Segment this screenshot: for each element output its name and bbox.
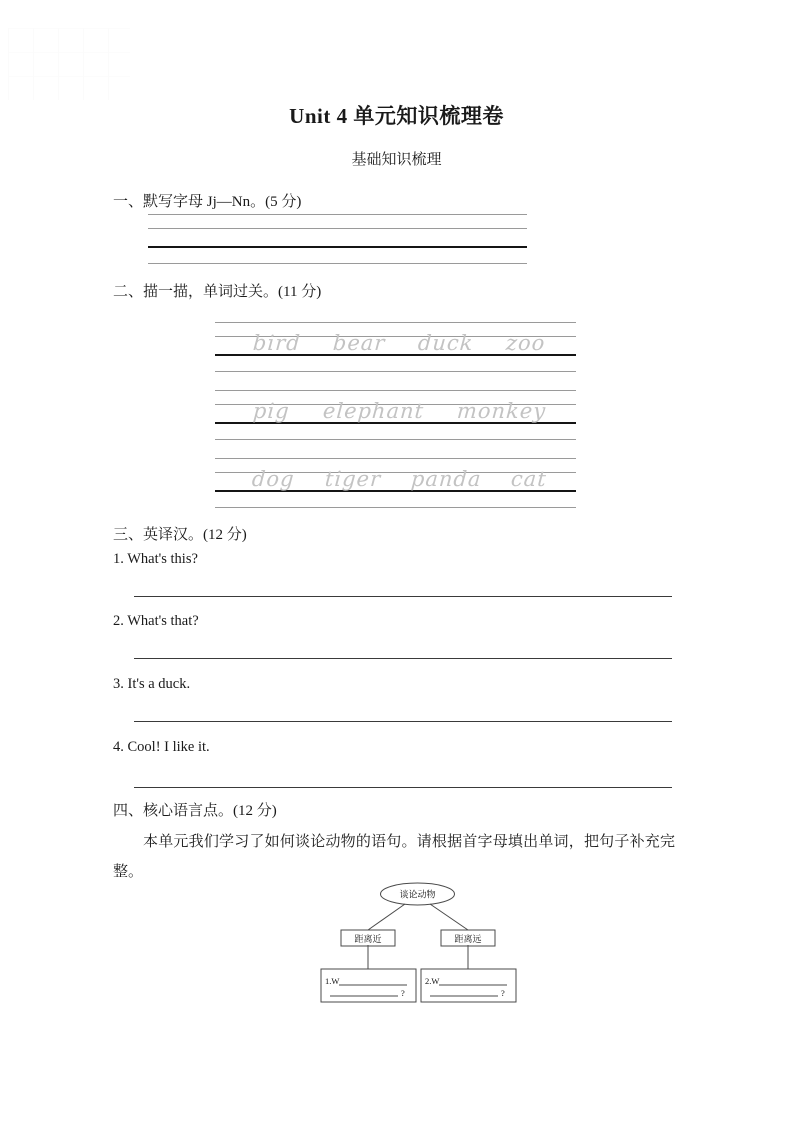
grid-line-top — [215, 322, 576, 323]
trace-word: bird — [252, 330, 302, 355]
connector-root-right — [430, 904, 468, 930]
diagram-branch-label-near: 距离近 — [354, 934, 382, 944]
section-1-writing-grid[interactable] — [148, 214, 527, 265]
concept-diagram — [310, 882, 525, 1017]
tracing-words-row-1 — [215, 328, 576, 358]
grid-line-midupper — [148, 228, 527, 229]
answer-line-1[interactable] — [134, 596, 672, 597]
diagram-branch-label-far: 距离远 — [454, 934, 482, 944]
answer-line-2[interactable] — [134, 658, 672, 659]
grid-line-baseline — [148, 246, 527, 248]
tracing-words-row-3 — [215, 464, 576, 494]
section-2-heading: 二、描一描，单词过关。(11 分) — [113, 284, 322, 300]
tracing-grid-row-1[interactable] — [215, 322, 576, 373]
watermark-grid — [8, 28, 130, 100]
trace-word: cat — [510, 466, 548, 491]
question-4: 4. Cool! I like it. — [113, 739, 210, 755]
trace-word: panda — [409, 466, 483, 491]
answer-suffix-2: ? — [501, 988, 505, 998]
tracing-grid-row-3[interactable] — [215, 458, 576, 509]
tracing-grid-row-2[interactable] — [215, 390, 576, 441]
trace-word: tiger — [323, 466, 382, 491]
question-1: 1. What's this? — [113, 551, 198, 567]
trace-word: bear — [332, 330, 387, 355]
question-3: 3. It's a duck. — [113, 676, 191, 692]
grid-line-bottom — [215, 371, 576, 372]
grid-line-bottom — [215, 507, 576, 508]
answer-prefix-1: 1.W — [325, 976, 340, 986]
grid-line-top — [148, 214, 527, 215]
answer-suffix-1: ? — [401, 988, 405, 998]
grid-line-top — [215, 458, 576, 459]
trace-word: pig — [252, 398, 291, 423]
grid-line-bottom — [148, 263, 527, 264]
section-4-paragraph: 本单元我们学习了如何谈论动物的语句。请根据首字母填出单词，把句子补充完整。 — [113, 834, 675, 880]
connector-root-left — [368, 904, 405, 930]
grid-line-top — [215, 390, 576, 391]
section-3-heading: 三、英译汉。(12 分) — [113, 527, 247, 543]
trace-word: monkey — [455, 398, 547, 423]
tracing-words-row-2 — [215, 396, 576, 426]
section-1-heading: 一、默写字母 Jj—Nn。(5 分) — [113, 194, 302, 210]
answer-line-4[interactable] — [134, 787, 672, 788]
page-subtitle: 基础知识梳理 — [351, 152, 442, 168]
section-4-heading: 四、核心语言点。(12 分) — [113, 803, 277, 819]
question-2: 2. What's that? — [113, 613, 199, 629]
trace-word: zoo — [505, 330, 547, 355]
trace-word: dog — [251, 466, 296, 491]
trace-word: elephant — [321, 398, 425, 423]
page-title: Unit 4 单元知识梳理卷 — [289, 104, 504, 128]
grid-line-bottom — [215, 439, 576, 440]
diagram-root-label: 谈论动物 — [399, 889, 436, 900]
answer-prefix-2: 2.W — [425, 976, 440, 986]
trace-word: duck — [417, 330, 475, 355]
answer-line-3[interactable] — [134, 721, 672, 722]
